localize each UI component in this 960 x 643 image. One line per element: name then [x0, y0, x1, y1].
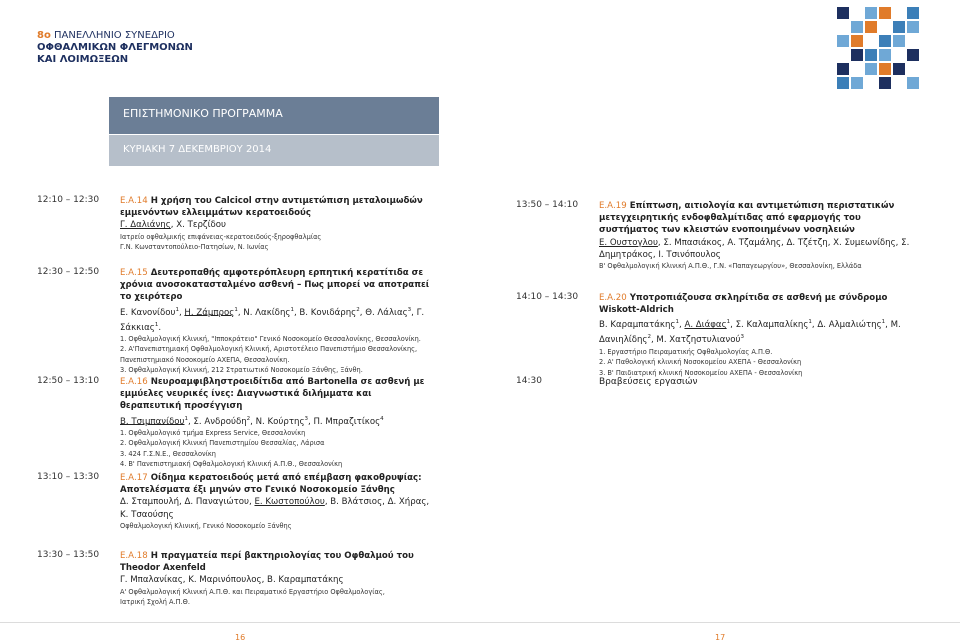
session-time: 13:30 – 13:50: [37, 550, 100, 560]
session-content: [120, 550, 435, 608]
paper-code: Ε.Α.18: [120, 551, 148, 561]
logo-cell: [837, 35, 849, 47]
conference-title-line1: 8ο ΠΑΝΕΛΛΗΝΙΟ ΣΥΝΕΔΡΙΟ: [37, 30, 175, 41]
paper-authors: Δ. Σταμπουλή, Δ. Παναγιώτου, Ε. Κωστοπούλου, Β. Βλάτσιος, Δ. Χήρας, Κ. Τσαούσης: [120, 497, 430, 520]
session-content: [120, 267, 435, 376]
session-content: [120, 376, 435, 470]
affiliation-line: 1. Οφθαλμολογικό τμήμα Express Service, Θεσσαλονίκη: [120, 428, 306, 437]
logo-cell: [851, 21, 863, 33]
paper-authors: Β. Καραμπατάκης$^1$, Α. Διάφας$^1$, Σ. Καλαμπαλίκης$^1$, Δ. Αλμαλιώτης$^1$, Μ. Δανιηλίδης$^2$, Μ. Χατζηστυλιανού$^3$: [599, 319, 901, 346]
affiliation-line: Ιατρείο οφθαλμικής επιφάνειας-κερατοειδούς-ξηροφθαλμίας: [120, 232, 322, 241]
paper-title: [599, 292, 919, 316]
paper-authors: Γ. Μπαλανίκας, Κ. Μαρινόπουλος, Β. Καραμπατάκης: [120, 575, 344, 586]
conference-title-line2: ΟΦΘΑΛΜΙΚΩΝ ΦΛΕΓΜΟΝΩΝ: [37, 42, 193, 53]
logo-cell: [851, 35, 863, 47]
affiliation-line: 3. 424 Γ.Σ.Ν.Ε., Θεσσαλονίκη: [120, 449, 216, 458]
logo-cell: [893, 35, 905, 47]
logo-cell: [907, 49, 919, 61]
affiliation-line: Β' Οφθαλμολογική Κλινική Α.Π.Θ., Γ.Ν. «Παπαγεωργίου», Θεσσαλονίκη, Ελλάδα: [599, 262, 862, 271]
paper-title: [120, 472, 435, 496]
affiliation-line: Α' Οφθαλμολογική Κλινική Α.Π.Θ. και Πειραματικό Εργαστήριο Οφθαλμολογίας,: [120, 587, 385, 596]
paper-code: Ε.Α.15: [120, 268, 148, 278]
affiliation-line: Πανεπιστημιακό Νοσοκομείο ΑΧΕΠΑ, Θεσσαλονίκη.: [120, 355, 290, 364]
affiliation-line: Γ.Ν. Κωνσταντοπούλειο-Πατησίων, Ν. Ιωνίας: [120, 243, 269, 252]
session-time: 14:10 – 14:30: [516, 292, 579, 302]
conference-title-line3: ΚΑΙ ΛΟΙΜΩΞΕΩΝ: [37, 54, 129, 65]
session-time: 14:30: [516, 376, 542, 386]
logo-cell: [865, 21, 877, 33]
logo-cell: [893, 63, 905, 75]
logo-cell: [851, 49, 863, 61]
program-band-label: ΕΠΙΣΤΗΜΟΝΙΚΟ ΠΡΟΓΡΑΜΜΑ: [123, 107, 283, 120]
affiliation-line: 3. Οφθαλμολογική Κλινική, 212 Στρατιωτικό Νοσοκομείο Ξάνθης, Ξάνθη.: [120, 366, 363, 375]
page-number-right: 17: [715, 633, 726, 642]
paper-authors: Β. Τσιμπανίδου$^1$, Σ. Ανδρούδη$^2$, Ν. Κούρτης$^3$, Π. Μπραζιτίκος$^4$: [120, 415, 384, 427]
paper-title-text: Η χρήση του Calcicol στην αντιμετώπιση μεταλοιμωδών εμμενόντων ελλειμμάτων κερατοειδούς: [120, 196, 423, 219]
paper-title: [120, 267, 435, 304]
logo-cell: [907, 7, 919, 19]
logo-cell: [837, 63, 849, 75]
logo-cell: [879, 63, 891, 75]
paper-code: Ε.Α.16: [120, 377, 148, 387]
session-content: [599, 292, 919, 378]
logo-cell: [907, 21, 919, 33]
affiliation-line: 3. Β' Παιδιατρική κλινική Νοσοκομείου ΑΧΕΠΑ - Θεσσαλονίκη: [599, 368, 803, 377]
paper-title: [599, 200, 919, 237]
paper-title-text: Υποτροπιάζουσα σκληρίτιδα σε ασθενή με σύνδρομο Wiskott-Aldrich: [599, 293, 888, 316]
affiliation-line: 2. Α'Πανεπιστημιακή Οφθαλμολογική Κλινική, Αριστοτέλειο Πανεπιστήμιο Θεσσαλονίκης,: [120, 345, 418, 354]
session-time: 13:10 – 13:30: [37, 472, 100, 482]
paper-title: [120, 376, 435, 413]
session-content: [599, 200, 919, 272]
logo-cell: [837, 7, 849, 19]
logo-cell: [893, 21, 905, 33]
conference-logo: [836, 6, 922, 92]
session-time: 12:50 – 13:10: [37, 376, 100, 386]
session-content: [120, 472, 435, 531]
affiliation-line: 1. Εργαστήριο Πειραματικής Οφθαλμολογίας Α.Π.Θ.: [599, 347, 773, 356]
paper-code: Ε.Α.17: [120, 473, 148, 483]
logo-cell: [879, 49, 891, 61]
day-band: [109, 135, 439, 166]
footer-divider: [0, 622, 960, 623]
page-number-left: 16: [235, 633, 246, 642]
session-content: [120, 195, 435, 253]
paper-title-text: Οίδημα κερατοειδούς μετά από επέμβαση φακοθρυψίας: Αποτελέσματα έξι μηνών στο Γενικό Νοσοκομείο Ξάνθης: [120, 473, 422, 496]
logo-cell: [865, 63, 877, 75]
paper-code: Ε.Α.20: [599, 293, 627, 303]
session-time: 12:30 – 12:50: [37, 267, 100, 277]
logo-cell: [879, 77, 891, 89]
affiliation-line: Ιατρική Σχολή Α.Π.Θ.: [120, 598, 190, 607]
logo-cell: [865, 49, 877, 61]
logo-cell: [837, 77, 849, 89]
paper-title: [120, 550, 435, 574]
paper-authors: Ε. Ουστογλου, Σ. Μπασιάκος, Α. Τζαμάλης, Δ. Τζέτζη, Χ. Συμεωνίδης, Σ. Δημητράκος, Ι. Τσινόπουλος: [599, 237, 910, 260]
logo-cell: [907, 77, 919, 89]
paper-code: Ε.Α.19: [599, 201, 627, 211]
paper-title-text: Δευτεροπαθής αμφοτερόπλευρη ερπητική κερατίτιδα σε χρόνια ανοσοκατασταλμένο ασθενή – Πως μπορεί να αποτραπεί το χειρότερο: [120, 268, 430, 303]
paper-title-text: Η πραγματεία περί βακτηριολογίας του Οφθαλμού του Theodor Axenfeld: [120, 551, 414, 574]
day-band-label: ΚΥΡΙΑΚΗ 7 ΔΕΚΕΜΒΡΙΟΥ 2014: [123, 144, 272, 155]
affiliation-line: 4. Β' Πανεπιστημιακή Οφθαλμολογική Κλινική Α.Π.Θ., Θεσσαλονίκη: [120, 460, 343, 469]
logo-cell: [865, 7, 877, 19]
affiliation-line: 2. Α' Παθολογική κλινική Νοσοκομείου ΑΧΕΠΑ - Θεσσαλονίκη: [599, 358, 802, 367]
session-plain-title: Βραβεύσεις εργασιών: [599, 377, 698, 387]
affiliation-line: 1. Οφθαλμολογική Κλινική, "Ιπποκράτειο" Γενικό Νοσοκομείο Θεσσαλονίκης, Θεσσαλονίκη.: [120, 334, 421, 343]
session-content: [599, 376, 919, 388]
logo-cell: [879, 35, 891, 47]
paper-title-text: Επίπτωση, αιτιολογία και αντιμετώπιση περιστατικών μετεγχειρητικής ενδοφθαλμίτιδας από εφαρμογής του συστήματος των κλειστών ενοποιημένων νοσηλειών: [599, 201, 895, 236]
affiliation-line: 2. Οφθαλμολογική Κλινική Πανεπιστημίου Θεσσαλίας, Λάρισα: [120, 439, 325, 448]
paper-title-text: Νευροαμφιβληστροειδίτιδα από Bartonella σε ασθενή με εμμύελες νευρικές ίνες: Διαγνωστικά διλήμματα και θεραπευτική προσέγγιση: [120, 377, 425, 412]
logo-cell: [879, 7, 891, 19]
paper-code: Ε.Α.14: [120, 196, 148, 206]
paper-authors: Γ. Δαλιάνης, Χ. Τερζίδου: [120, 220, 226, 231]
program-band: [109, 97, 439, 134]
paper-authors: Ε. Κανονίδου$^1$, Η. Ζάμπρος$^1$, Ν. Λακίδης$^1$, Β. Κονιδάρης$^2$, Θ. Λάλιας$^3$, Γ. Σάκκιας$^1$.: [120, 306, 425, 333]
session-time: 13:50 – 14:10: [516, 200, 579, 210]
affiliation-line: Οφθαλμολογική Κλινική, Γενικό Νοσοκομείο Ξάνθης: [120, 521, 292, 530]
conference-title: [37, 30, 193, 66]
session-time: 12:10 – 12:30: [37, 195, 100, 205]
paper-title: [120, 195, 435, 219]
logo-cell: [851, 77, 863, 89]
